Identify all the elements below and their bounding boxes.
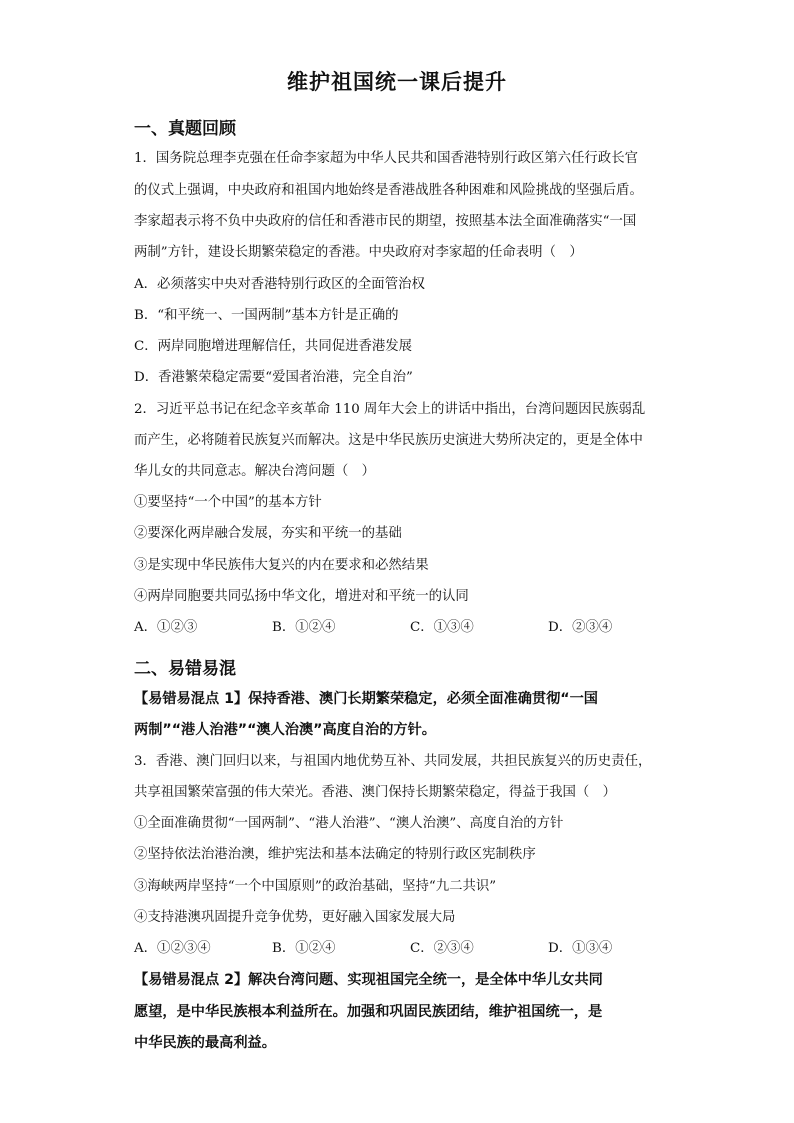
q3-item-2: ②坚持依法治港治澳，维护宪法和基本法确定的特别行政区宪制秩序 (134, 847, 536, 862)
q1-text-line: 1．国务院总理李克强在任命李家超为中华人民共和国香港特别行政区第六任行政长官 (134, 151, 638, 166)
q2-choice-c: C．①③④ (410, 620, 474, 635)
q3-item-3: ③海峡两岸坚持“一个中国原则”的政治基础，坚持“九二共识” (134, 879, 497, 894)
q2-item-2: ②要深化两岸融合发展，夯实和平统一的基础 (134, 526, 402, 541)
q3-text-line: 共享祖国繁荣富强的伟大荣光。香港、澳门保持长期繁荣稳定，得益于我国（ ） (134, 785, 617, 800)
section-heading-review: 一、真题回顾 (134, 119, 236, 139)
q3-text-line: 3．香港、澳门回归以来，与祖国内地优势互补、共同发展，共担民族复兴的历史责任， (134, 754, 652, 769)
q2-item-1: ①要坚持“一个中国”的基本方针 (134, 495, 322, 510)
error-point-2-line: 愿望，是中华民族根本利益所在。加强和巩固民族团结，维护祖国统一，是 (134, 1004, 603, 1020)
q2-text-line: 2．习近平总书记在纪念辛亥革命 110 周年大会上的讲话中指出，台湾问题因民族弱乱 (134, 402, 646, 417)
q1-text-line: 李家超表示将不负中央政府的信任和香港市民的期望，按照基本法全面准确落实“一国 (134, 214, 637, 229)
q2-item-4: ④两岸同胞要共同弘扬中华文化，增进对和平统一的认同 (134, 589, 469, 604)
q2-choice-a: A．①②③ (134, 620, 198, 635)
error-point-1-line: 【易错易混点 1】保持香港、澳门长期繁荣稳定，必须全面准确贯彻“一国 (134, 691, 598, 707)
q3-choice-a: A．①②③④ (134, 941, 211, 956)
q3-choice-c: C．②③④ (410, 941, 474, 956)
q2-item-3: ③是实现中华民族伟大复兴的内在要求和必然结果 (134, 558, 429, 573)
q2-text-line: 华儿女的共同意志。解决台湾问题（ ） (134, 464, 376, 479)
q1-option-d: D．香港繁荣稳定需要“爱国者治港，完全自治” (134, 370, 413, 385)
q3-choice-b: B．①②④ (272, 941, 336, 956)
q2-choice-d: D．②③④ (548, 620, 613, 635)
q1-option-a: A．必须落实中央对香港特别行政区的全面管治权 (134, 277, 425, 292)
q3-choice-d: D．①③④ (548, 941, 613, 956)
error-point-2-line: 中华民族的最高利益。 (134, 1035, 276, 1051)
q1-option-b: B．“和平统一、一国两制”基本方针是正确的 (134, 308, 399, 323)
q1-option-c: C．两岸同胞增进理解信任，共同促进香港发展 (134, 339, 413, 354)
q1-text-line: 两制”方针，建设长期繁荣稳定的香港。中央政府对李家超的任命表明（ ） (134, 245, 583, 260)
error-point-2-line: 【易错易混点 2】解决台湾问题、实现祖国完全统一，是全体中华儿女共同 (134, 972, 603, 988)
error-point-1-line: 两制”“港人治港”“澳人治澳”高度自治的方针。 (134, 722, 436, 738)
page-title: 维护祖国统一课后提升 (287, 70, 507, 94)
q2-choice-b: B．①②④ (272, 620, 336, 635)
q3-item-4: ④支持港澳巩固提升竞争优势，更好融入国家发展大局 (134, 910, 456, 925)
q3-item-1: ①全面准确贯彻“一国两制”、“港人治港”、“澳人治澳”、高度自治的方针 (134, 816, 564, 831)
section-heading-common-errors: 二、易错易混 (134, 659, 236, 679)
q2-text-line: 而产生，必将随着民族复兴而解决。这是中华民族历史演进大势所决定的，更是全体中 (134, 433, 643, 448)
q1-text-line: 的仪式上强调，中央政府和祖国内地始终是香港战胜各种困难和风险挑战的坚强后盾。 (134, 183, 643, 198)
